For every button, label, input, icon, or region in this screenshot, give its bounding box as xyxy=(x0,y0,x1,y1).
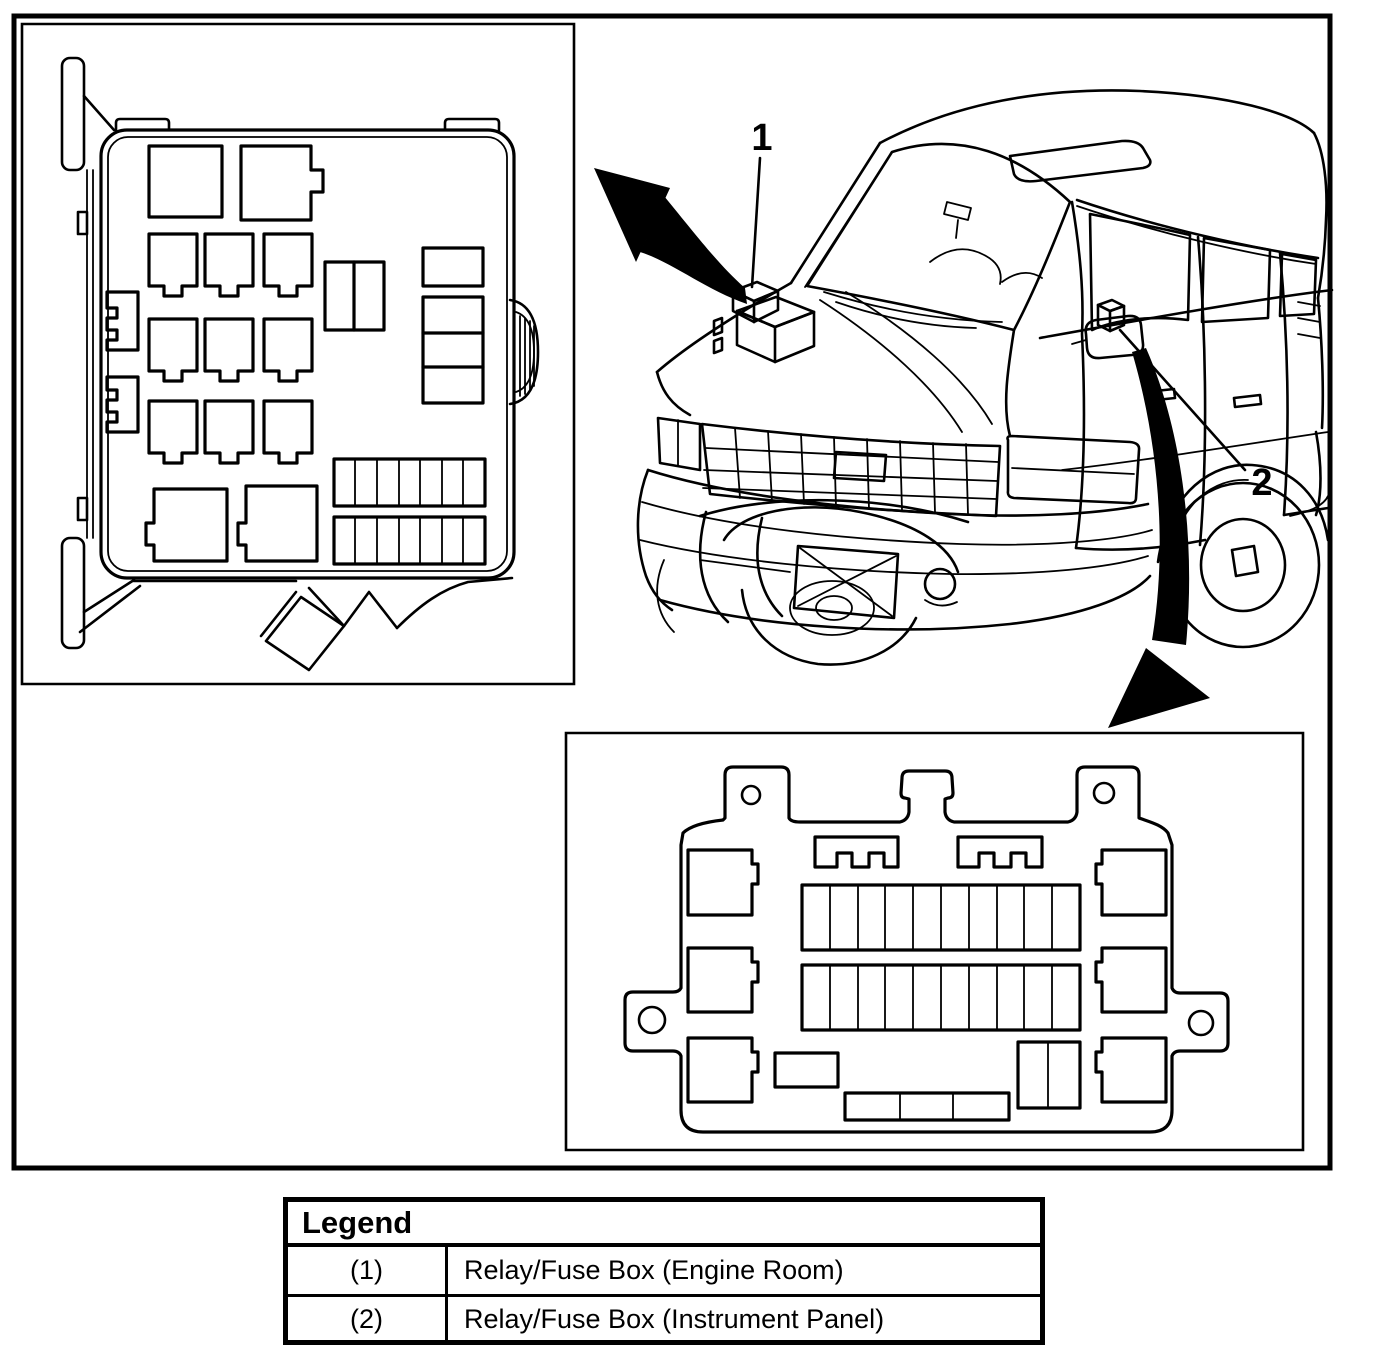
engine-box-top-relays xyxy=(149,146,323,220)
callout-1-label: 1 xyxy=(751,117,773,159)
ip-fuse-rows xyxy=(802,885,1080,1030)
engine-box-bottom-relays xyxy=(146,486,317,561)
arrow-to-engine-room-box xyxy=(594,168,747,304)
ip-left-relays xyxy=(688,850,758,1102)
engine-box-right-blocks xyxy=(423,248,483,403)
rear-quarter xyxy=(1290,298,1328,516)
ip-bottom-components xyxy=(775,1042,1080,1120)
instrument-panel-box-inset xyxy=(566,733,1303,1150)
arrow-to-instrument-panel-box xyxy=(1108,348,1210,728)
ip-comb-connectors xyxy=(815,837,1042,867)
legend-row-2-key: (2) xyxy=(288,1297,448,1341)
engine-box-side-connectors xyxy=(107,292,138,432)
engine-box-relay-sockets xyxy=(149,234,312,463)
engine-inset-border xyxy=(22,24,574,684)
ip-hole-top-left xyxy=(742,786,760,804)
legend-row-1-key: (1) xyxy=(288,1247,448,1294)
legend-row-1-description: Relay/Fuse Box (Engine Room) xyxy=(464,1255,844,1285)
figure-border xyxy=(14,16,1330,1168)
legend-title: Legend xyxy=(288,1202,1040,1247)
engine-box-double-block xyxy=(325,262,384,330)
engine-box-body xyxy=(101,119,514,578)
callout-1 xyxy=(751,117,772,287)
engine-box-fuse-banks xyxy=(334,459,485,564)
sunroof xyxy=(1010,141,1150,181)
callout-2-label: 2 xyxy=(1251,462,1273,504)
vehicle-illustration xyxy=(638,90,1332,664)
legend-table xyxy=(283,1197,1045,1345)
ip-hole-top-right xyxy=(1094,783,1114,803)
ip-inset-border xyxy=(566,733,1303,1150)
ip-hole-bottom-left xyxy=(639,1007,665,1033)
legend-row-1 xyxy=(288,1247,1040,1294)
engine-room-box-inset xyxy=(22,24,574,684)
legend-row-2-description: Relay/Fuse Box (Instrument Panel) xyxy=(464,1303,885,1334)
instrument-panel-box-marker xyxy=(1098,300,1124,331)
engine-box-harness xyxy=(134,578,512,670)
legend-row-2 xyxy=(288,1294,1040,1341)
ip-right-relays xyxy=(1096,850,1166,1102)
ip-hole-bottom-right xyxy=(1189,1011,1213,1035)
